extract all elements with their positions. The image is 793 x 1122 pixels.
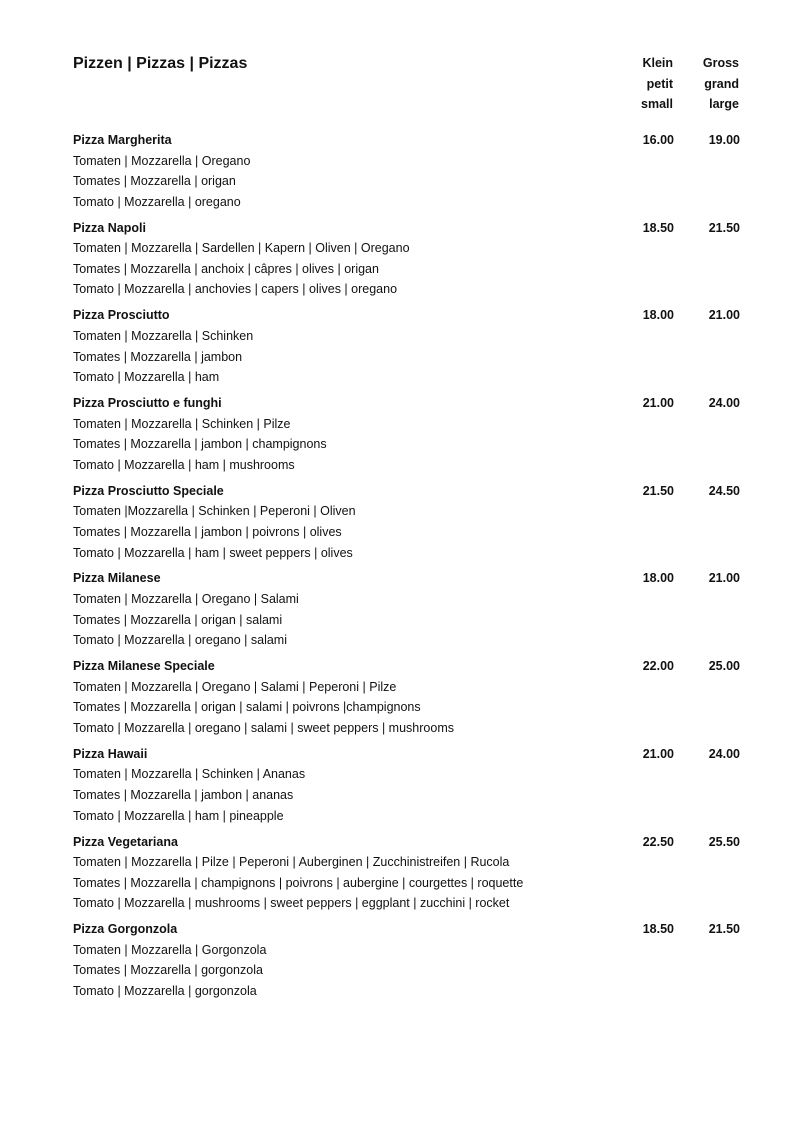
item-name: Pizza Prosciutto (73, 308, 170, 323)
menu-item (73, 393, 740, 481)
menu-item (73, 305, 740, 393)
item-ingredients-fr: Tomates | Mozzarella | jambon | ananas (73, 788, 294, 802)
item-ingredients-en: Tomato | Mozzarella | gorgonzola (73, 983, 257, 998)
item-ingredients-fr: Tomates | Mozzarella | jambon | poivrons | olives (73, 524, 342, 539)
item-ingredients-en: Tomato | Mozzarella | oregano (73, 194, 241, 209)
price-small: 21.50 (642, 483, 674, 498)
price-large: 21.00 (708, 308, 740, 323)
item-ingredients-fr: Tomates | Mozzarella | origan | salami | poivrons |champignons (73, 700, 421, 715)
price-small: 18.50 (642, 220, 674, 235)
item-ingredients-fr: Tomates | Mozzarella | jambon (73, 349, 243, 364)
page-title: Pizzen | Pizzas | Pizzas (73, 55, 248, 72)
item-ingredients-de: Tomaten | Mozzarella | Schinken (73, 328, 254, 343)
item-ingredients-fr: Tomates | Mozzarella | anchoix | câpres | olives | origan (73, 261, 379, 276)
item-name: Pizza Gorgonzola (73, 922, 178, 937)
item-ingredients-fr: Tomates | Mozzarella | gorgonzola (73, 963, 263, 978)
item-name: Pizza Milanese (73, 571, 161, 586)
item-ingredients-de: Tomaten | Mozzarella | Schinken | Pilze (73, 416, 291, 431)
price-small: 18.00 (642, 571, 674, 586)
menu-item (73, 481, 740, 569)
item-ingredients-en: Tomato | Mozzarella | ham | pineapple (73, 808, 284, 823)
item-name: Pizza Vegetariana (73, 834, 178, 849)
column-header-small-en: small (641, 97, 673, 112)
item-name: Pizza Margherita (73, 133, 172, 147)
item-name: Pizza Prosciutto e funghi (73, 396, 222, 411)
item-name: Pizza Hawaii (73, 746, 148, 761)
price-large: 21.50 (708, 220, 740, 235)
column-header-small (613, 53, 673, 115)
item-ingredients-de: Tomaten | Mozzarella | Pilze | Peperoni | Auberginen | Zucchinistreifen | Rucola (73, 855, 510, 870)
item-ingredients-en: Tomato | Mozzarella | ham | mushrooms (73, 457, 295, 472)
item-ingredients-de: Tomaten |Mozzarella | Schinken | Peperoni | Oliven (73, 504, 356, 519)
column-header-small-fr: petit (646, 76, 673, 91)
price-large: 24.50 (708, 483, 740, 498)
item-ingredients-en: Tomato | Mozzarella | ham | sweet peppers | olives (73, 545, 353, 560)
item-ingredients-en: Tomato | Mozzarella | oregano | salami (73, 633, 288, 648)
item-ingredients-fr: Tomates | Mozzarella | jambon | champignons (73, 437, 327, 452)
price-large: 21.50 (708, 922, 740, 937)
price-large: 19.00 (708, 133, 740, 147)
item-name: Pizza Napoli (73, 220, 146, 235)
price-small: 22.00 (642, 659, 674, 674)
item-ingredients-de: Tomaten | Mozzarella | Gorgonzola (73, 942, 267, 957)
column-header-large (679, 53, 739, 115)
price-small: 21.00 (642, 396, 674, 411)
item-ingredients-en: Tomato | Mozzarella | mushrooms | sweet peppers | eggplant | zucchini | rocket (73, 896, 510, 911)
item-ingredients-de: Tomaten | Mozzarella | Schinken | Ananas (73, 767, 306, 782)
item-name: Pizza Prosciutto Speciale (73, 483, 224, 498)
price-small: 16.00 (642, 133, 674, 147)
price-large: 24.00 (708, 396, 740, 411)
item-ingredients-en: Tomato | Mozzarella | oregano | salami | sweet peppers | mushrooms (73, 720, 454, 735)
item-ingredients-fr: Tomates | Mozzarella | origan | salami (73, 612, 283, 627)
menu-item (73, 568, 740, 656)
menu-list (73, 130, 740, 1007)
price-small: 18.00 (642, 308, 674, 323)
column-header-large-de: Gross (702, 56, 739, 70)
item-name: Pizza Milanese Speciale (73, 659, 215, 674)
item-ingredients-de: Tomaten | Mozzarella | Oregano | Salami (73, 592, 299, 607)
price-large: 21.00 (708, 571, 740, 586)
price-small: 21.00 (642, 746, 674, 761)
item-ingredients-de: Tomaten | Mozzarella | Oregano (73, 153, 251, 168)
menu-item (73, 744, 740, 832)
price-large: 25.50 (708, 834, 740, 849)
menu-item (73, 832, 740, 920)
menu-item (73, 919, 740, 1007)
item-ingredients-de: Tomaten | Mozzarella | Sardellen | Kapern | Oliven | Oregano (73, 241, 410, 256)
column-header-small-de: Klein (642, 56, 673, 70)
price-small: 18.50 (642, 922, 674, 937)
item-ingredients-de: Tomaten | Mozzarella | Oregano | Salami | Peperoni | Pilze (73, 679, 397, 694)
menu-item (73, 130, 740, 218)
item-ingredients-fr: Tomates | Mozzarella | champignons | poivrons | aubergine | courgettes | roquette (73, 875, 524, 890)
price-large: 25.00 (708, 659, 740, 674)
item-ingredients-en: Tomato | Mozzarella | ham (73, 370, 220, 385)
price-large: 24.00 (708, 746, 740, 761)
item-ingredients-fr: Tomates | Mozzarella | origan (73, 174, 236, 189)
item-ingredients-en: Tomato | Mozzarella | anchovies | capers | olives | oregano (73, 282, 398, 297)
column-header-large-en: large (709, 97, 739, 112)
menu-item (73, 218, 740, 306)
price-small: 22.50 (642, 834, 674, 849)
menu-item (73, 656, 740, 744)
column-header-large-fr: grand (704, 76, 739, 91)
